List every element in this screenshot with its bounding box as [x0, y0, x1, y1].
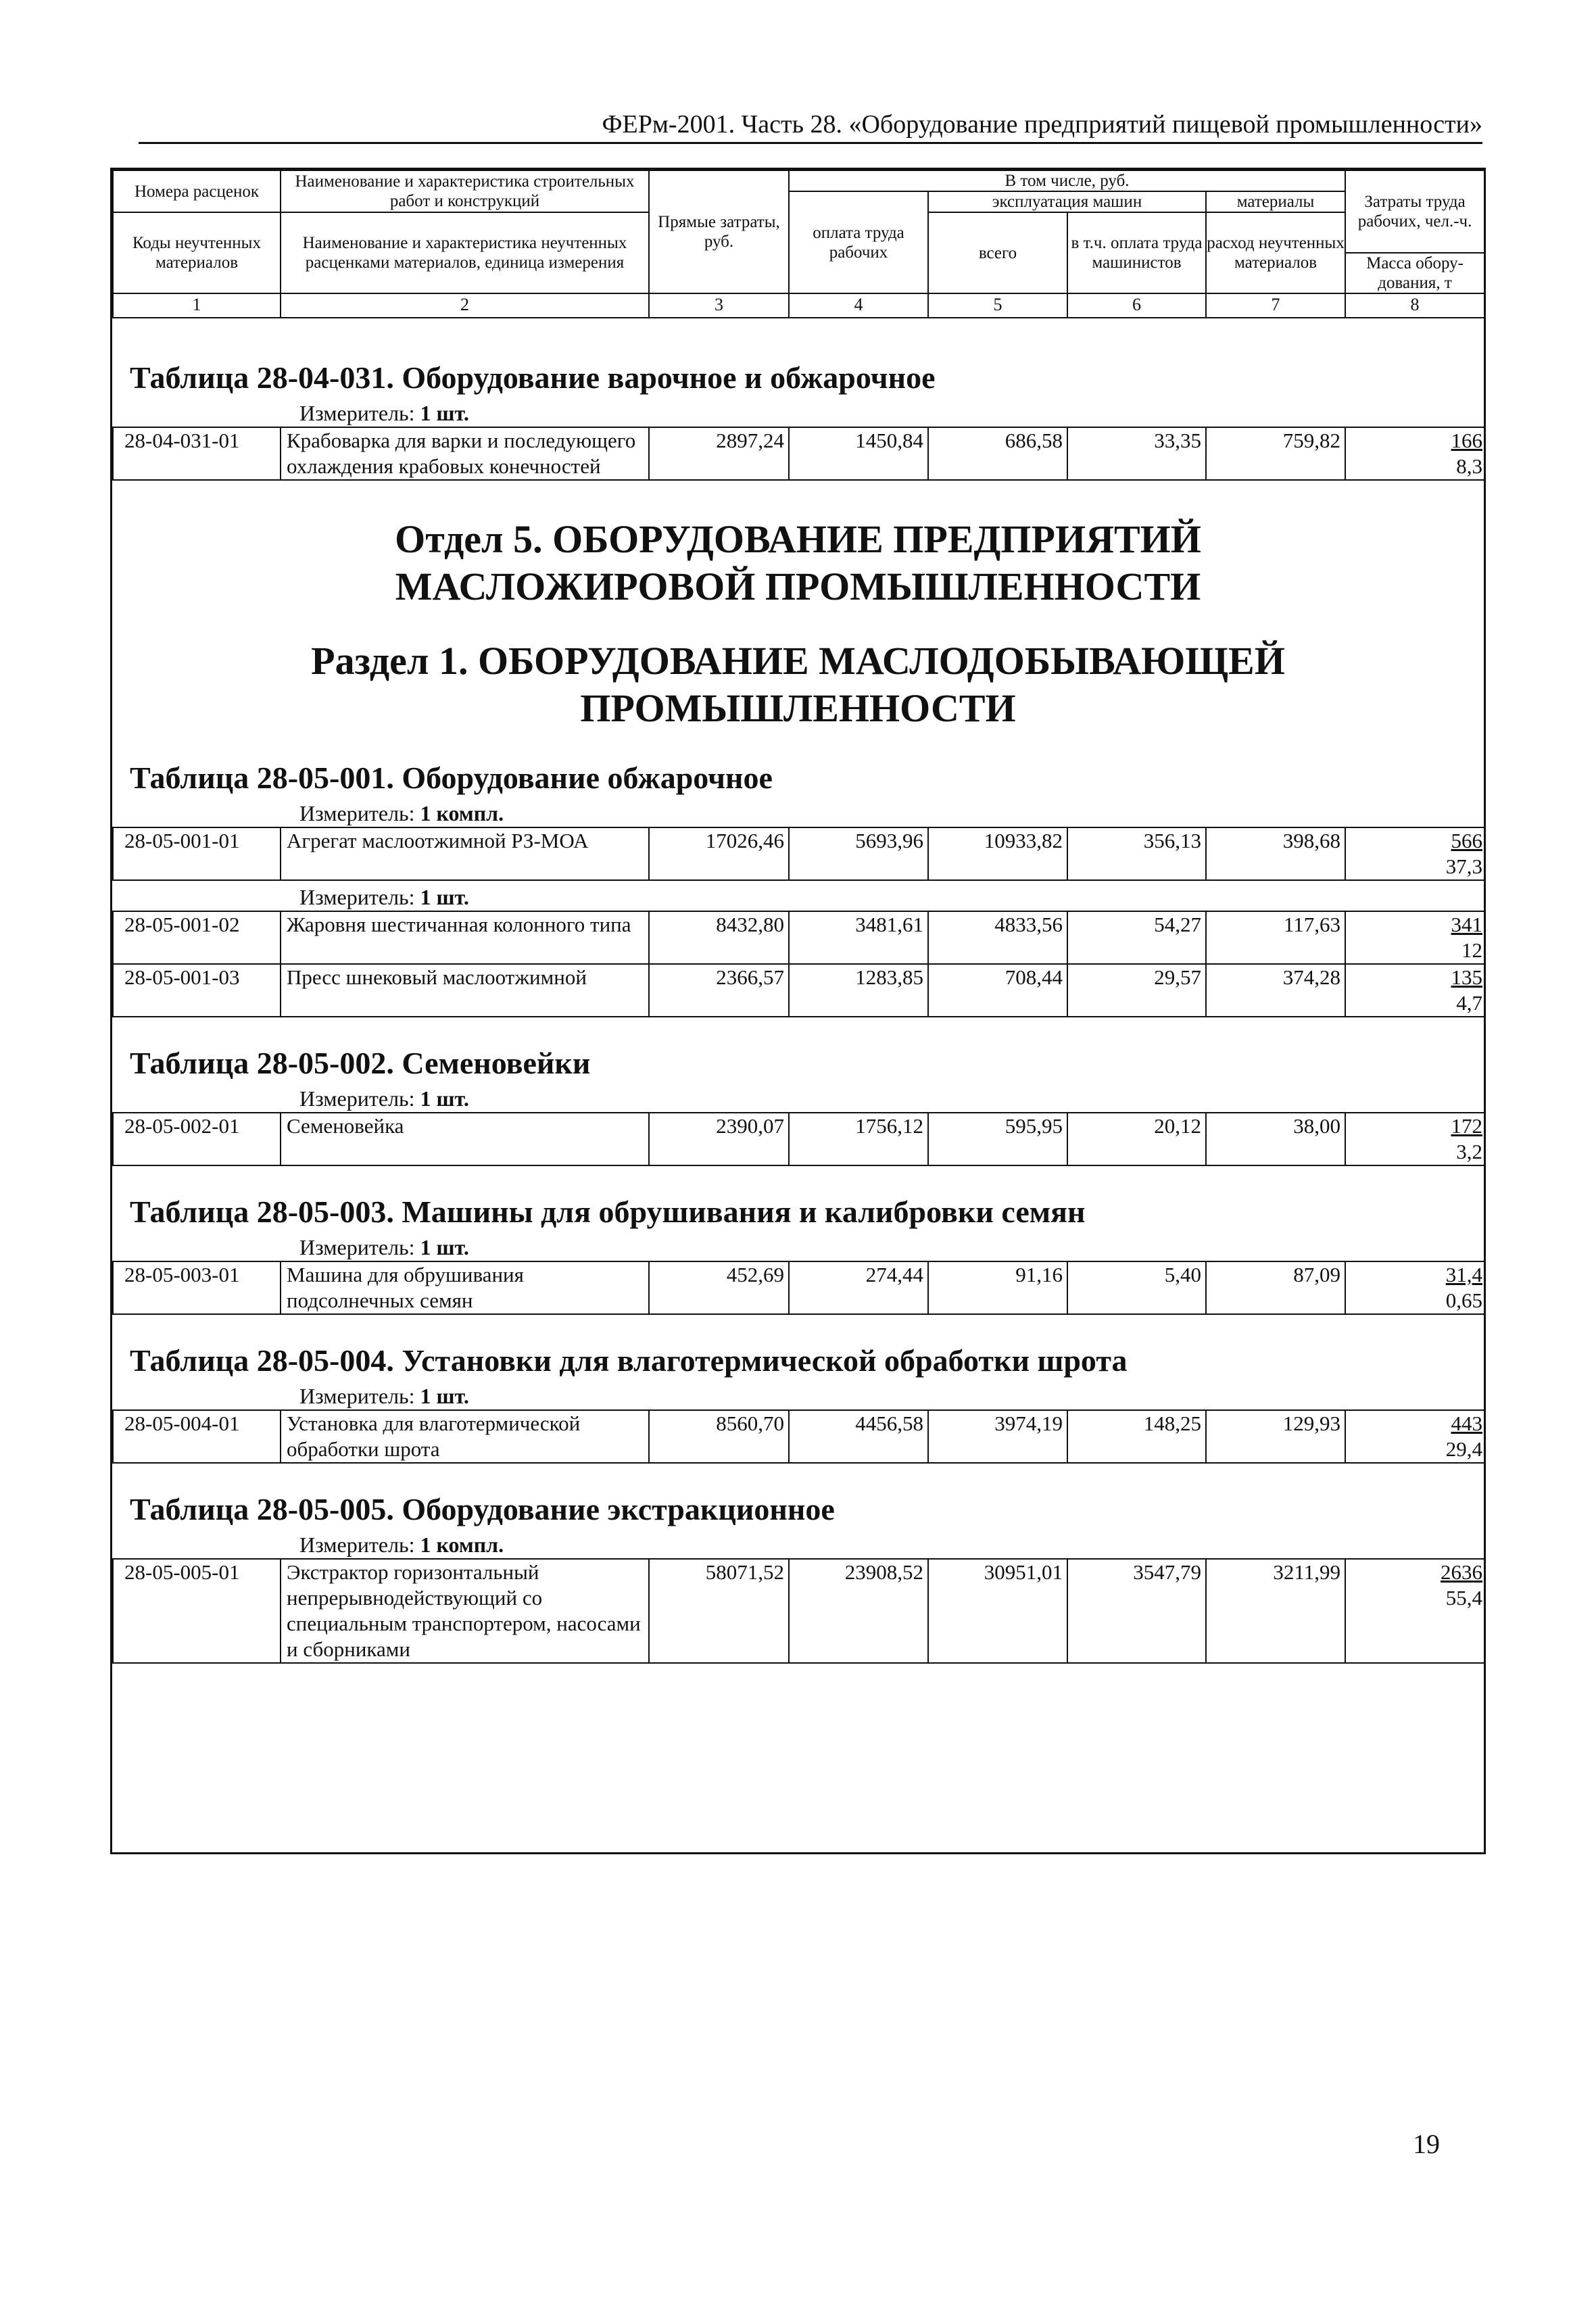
- table-title: Таблица 28-04-031. Оборудование варочное и обжарочное: [130, 360, 936, 395]
- unit-label: Измеритель:: [299, 401, 415, 425]
- running-header: ФЕРм-2001. Часть 28. «Оборудование предприятий пищевой промышленности»: [139, 107, 1482, 144]
- materials: 117,63: [1206, 911, 1345, 964]
- rates-table: [112, 827, 1485, 881]
- direct-costs: 2897,24: [649, 427, 789, 480]
- unit-value: 1 компл.: [420, 1533, 504, 1557]
- unit-label: Измеритель:: [299, 801, 415, 825]
- col-number: 5: [928, 293, 1067, 318]
- table-row: [113, 1559, 1484, 1663]
- col-number: 4: [789, 293, 928, 318]
- section-razdel: Раздел 1. ОБОРУДОВАНИЕ МАСЛОДОБЫВАЮЩЕЙ ПРОМЫШЛЕННОСТИ: [311, 639, 1285, 730]
- rate-code: 28-05-002-01: [113, 1113, 281, 1165]
- labor-mass: [1345, 964, 1484, 1017]
- mass-value: 55,4: [1445, 1586, 1482, 1610]
- rate-code: 28-05-001-03: [113, 964, 281, 1017]
- col-header-worker-pay: оплата труда рабочих: [789, 191, 928, 293]
- machines-total: 595,95: [928, 1113, 1067, 1165]
- labor-mass: [1345, 827, 1484, 880]
- machines-total: 10933,82: [928, 827, 1067, 880]
- col-number: 7: [1206, 293, 1345, 318]
- materials: 759,82: [1206, 427, 1345, 480]
- unit-label: Измеритель:: [299, 1384, 415, 1408]
- mass-value: 0,65: [1445, 1288, 1482, 1312]
- col-header-mass: Масса обору-дования, т: [1345, 253, 1484, 293]
- unit-line: [112, 1234, 1484, 1261]
- rates-table: [112, 911, 1485, 1017]
- table-title: Таблица 28-05-002. Семеновейки: [130, 1046, 591, 1080]
- direct-costs: 8432,80: [649, 911, 789, 964]
- worker-pay: 5693,96: [789, 827, 928, 880]
- rate-name: Агрегат маслоотжимной РЗ-МОА: [281, 827, 649, 880]
- rate-name: Машина для обрушивания подсолнечных семян: [281, 1261, 649, 1314]
- worker-pay: 4456,58: [789, 1410, 928, 1463]
- table-title: Таблица 28-05-001. Оборудование обжарочное: [130, 761, 773, 795]
- worker-pay: 1756,12: [789, 1113, 928, 1165]
- machinist-pay: 148,25: [1067, 1410, 1206, 1463]
- page-number: 19: [1413, 2129, 1440, 2159]
- mass-value: 29,4: [1445, 1437, 1482, 1461]
- unit-label: Измеритель:: [299, 885, 415, 909]
- unit-line: [112, 400, 1484, 427]
- mass-value: 12: [1461, 938, 1482, 962]
- table-row: [113, 827, 1484, 880]
- labor-value: 341: [1451, 913, 1482, 936]
- col-header-material-codes: Коды неучтенных материалов: [113, 212, 281, 293]
- col-header-material-use: расход неучтенных материалов: [1206, 212, 1345, 293]
- rate-code: 28-05-001-01: [113, 827, 281, 880]
- table-title: Таблица 28-05-003. Машины для обрушивания и калибровки семян: [130, 1195, 1086, 1229]
- labor-value: 443: [1451, 1412, 1482, 1435]
- rate-code: 28-05-004-01: [113, 1410, 281, 1463]
- worker-pay: 1450,84: [789, 427, 928, 480]
- materials: 374,28: [1206, 964, 1345, 1017]
- document-frame: [110, 168, 1486, 1854]
- direct-costs: 2390,07: [649, 1113, 789, 1165]
- rate-name: Пресс шнековый маслоотжимной: [281, 964, 649, 1017]
- rate-name: Жаровня шестичанная колонного типа: [281, 911, 649, 964]
- worker-pay: 23908,52: [789, 1559, 928, 1663]
- worker-pay: 1283,85: [789, 964, 928, 1017]
- machines-total: 708,44: [928, 964, 1067, 1017]
- worker-pay: 274,44: [789, 1261, 928, 1314]
- mass-value: 4,7: [1456, 991, 1482, 1015]
- unit-value: 1 шт.: [420, 1384, 469, 1408]
- unit-label: Измеритель:: [299, 1235, 415, 1259]
- unit-line: [112, 1085, 1484, 1112]
- machinist-pay: 356,13: [1067, 827, 1206, 880]
- col-number: 1: [113, 293, 281, 318]
- col-header-direct-costs: Прямые затраты, руб.: [649, 170, 789, 293]
- machines-total: 3974,19: [928, 1410, 1067, 1463]
- unit-line: [112, 1382, 1484, 1409]
- col-header-work-name: Наименование и характеристика строительных работ и конструкций: [281, 170, 649, 212]
- direct-costs: 17026,46: [649, 827, 789, 880]
- labor-value: 166: [1451, 429, 1482, 452]
- unit-value: 1 шт.: [420, 1235, 469, 1259]
- labor-value: 566: [1451, 829, 1482, 852]
- table-row: [113, 964, 1484, 1017]
- table-row: [113, 911, 1484, 964]
- unit-label: Измеритель:: [299, 1086, 415, 1111]
- unit-line: [112, 800, 1484, 827]
- table-row: [113, 427, 1484, 480]
- unit-value: 1 шт.: [420, 885, 469, 909]
- col-header-including: В том числе, руб.: [789, 170, 1345, 191]
- labor-value: 172: [1451, 1114, 1482, 1138]
- table-row: [113, 1410, 1484, 1463]
- rates-table: [112, 1558, 1485, 1664]
- machinist-pay: 54,27: [1067, 911, 1206, 964]
- machinist-pay: 20,12: [1067, 1113, 1206, 1165]
- unit-line: [112, 1531, 1484, 1558]
- labor-value: 31,4: [1445, 1263, 1482, 1286]
- mass-value: 8,3: [1456, 454, 1482, 478]
- section-otdel: Отдел 5. ОБОРУДОВАНИЕ ПРЕДПРИЯТИЙ МАСЛОЖИРОВОЙ ПРОМЫШЛЕННОСТИ: [395, 517, 1201, 608]
- direct-costs: 8560,70: [649, 1410, 789, 1463]
- machinist-pay: 33,35: [1067, 427, 1206, 480]
- col-header-rate-number: Номера расценок: [113, 170, 281, 212]
- machinist-pay: 29,57: [1067, 964, 1206, 1017]
- machines-total: 91,16: [928, 1261, 1067, 1314]
- rate-code: 28-05-001-02: [113, 911, 281, 964]
- rates-table: [112, 1409, 1485, 1464]
- machines-total: 4833,56: [928, 911, 1067, 964]
- unit-value: 1 шт.: [420, 401, 469, 425]
- materials: 129,93: [1206, 1410, 1345, 1463]
- machinist-pay: 5,40: [1067, 1261, 1206, 1314]
- col-number: 6: [1067, 293, 1206, 318]
- labor-mass: [1345, 1410, 1484, 1463]
- unit-line: [112, 884, 1484, 911]
- direct-costs: 2366,57: [649, 964, 789, 1017]
- machines-total: 686,58: [928, 427, 1067, 480]
- col-header-machines: эксплуатация машин: [928, 191, 1206, 212]
- labor-value: 135: [1451, 965, 1482, 989]
- col-number: 3: [649, 293, 789, 318]
- rate-name: Крабоварка для варки и последующего охлаждения крабовых конечностей: [281, 427, 649, 480]
- labor-mass: [1345, 427, 1484, 480]
- col-number: 8: [1345, 293, 1484, 318]
- labor-value: 2636: [1441, 1560, 1482, 1584]
- direct-costs: 452,69: [649, 1261, 789, 1314]
- materials: 398,68: [1206, 827, 1345, 880]
- rates-table: [112, 1261, 1485, 1315]
- rate-name: Экстрактор горизонтальный непрерывнодействующий со специальным транспортером, насосами и сборниками: [281, 1559, 649, 1663]
- worker-pay: 3481,61: [789, 911, 928, 964]
- unit-value: 1 шт.: [420, 1086, 469, 1111]
- rate-code: 28-05-005-01: [113, 1559, 281, 1663]
- unit-label: Измеритель:: [299, 1533, 415, 1557]
- col-header-material-name: Наименование и характеристика неучтенных расценками материалов, единица измерения: [281, 212, 649, 293]
- table-title: Таблица 28-05-005. Оборудование экстракционное: [130, 1492, 835, 1526]
- rate-name: Семеновейка: [281, 1113, 649, 1165]
- table-row: [113, 1261, 1484, 1314]
- rate-name: Установка для влаготермической обработки шрота: [281, 1410, 649, 1463]
- direct-costs: 58071,52: [649, 1559, 789, 1663]
- labor-mass: [1345, 1559, 1484, 1663]
- col-header-machinist-pay: в т.ч. оплата труда машинистов: [1067, 212, 1206, 293]
- machinist-pay: 3547,79: [1067, 1559, 1206, 1663]
- rates-table: [112, 427, 1485, 481]
- labor-mass: [1345, 911, 1484, 964]
- unit-value: 1 компл.: [420, 801, 504, 825]
- mass-value: 3,2: [1456, 1140, 1482, 1163]
- labor-mass: [1345, 1113, 1484, 1165]
- col-header-labor: Затраты труда рабочих, чел.-ч.: [1345, 170, 1484, 253]
- mass-value: 37,3: [1445, 854, 1482, 878]
- rate-code: 28-04-031-01: [113, 427, 281, 480]
- materials: 38,00: [1206, 1113, 1345, 1165]
- labor-mass: [1345, 1261, 1484, 1314]
- rates-table: [112, 1112, 1485, 1166]
- rate-code: 28-05-003-01: [113, 1261, 281, 1314]
- materials: 3211,99: [1206, 1559, 1345, 1663]
- col-header-machines-total: всего: [928, 212, 1067, 293]
- table-title: Таблица 28-05-004. Установки для влаготермической обработки шрота: [130, 1343, 1128, 1378]
- table-row: [113, 1113, 1484, 1165]
- col-number: 2: [281, 293, 649, 318]
- col-header-materials: материалы: [1206, 191, 1345, 212]
- column-header-table: [112, 170, 1485, 318]
- materials: 87,09: [1206, 1261, 1345, 1314]
- machines-total: 30951,01: [928, 1559, 1067, 1663]
